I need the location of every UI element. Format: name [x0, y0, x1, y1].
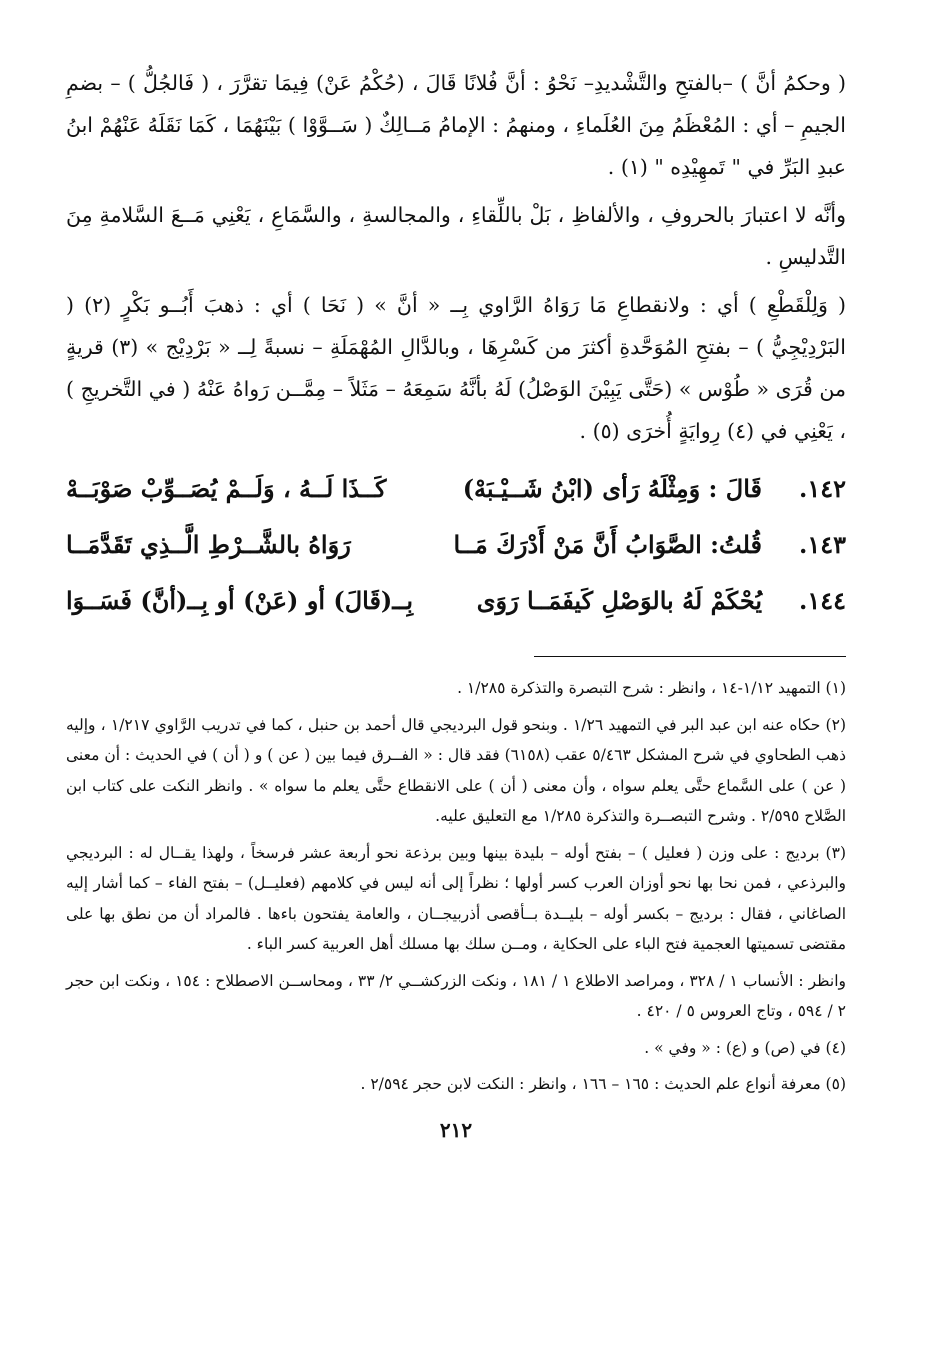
poem-verses	[66, 460, 846, 628]
verse-first-hemistich: قُلتُ: الصَّوَابُ أَنَّ مَنْ أَدْرَكَ مَــا	[453, 529, 762, 559]
paragraph: ( وحكمُ أنَّ ) –بالفتحِ والتَّشْديدِ– نَحْوُ : أنَّ فُلانًا قَالَ ، (حُكْمُ عَنْ) فِيمَا تقرَّرَ ، ( فَالجُلُّ ) – بضمِ الجيمِ – أي : المُعْظَمُ مِنَ العُلَماءِ ، ومنهمُ : الإمامُ مَــالِكٌ ( سَــوَّوْا ) بَيْنَهُمَا ، كَمَا نَقَلَهُ عَنْهُمْ ابنُ عبدِ البَرِّ في " تَمهِيْدِه " (١) .	[66, 71, 846, 179]
page-number: ٢١٢	[439, 1117, 473, 1142]
verse-number: ١٤٤.	[798, 585, 846, 615]
footnote: (١) التمهيد ١/١٢-١٤ ، وانظر : شرح التبصرة والتذكرة ١/٢٨٥ .	[457, 679, 846, 697]
verse-second-hemistich: رَوَاهُ بالشَّــرْطِ الَّــذِي تَقَدَّمَــا	[66, 529, 351, 559]
footnote-divider	[534, 656, 846, 657]
footnote: (٣) برديج : على وزن ( فعليل ) – بفتح أوله – بليدة بينها وبين برذعة نحو أربعة عشر فرسخاً ، ولهذا يقــال له : البرديجي والبرذعي ، فمن نحا بها نحو أوزان العرب كسر أولها ؛ نظراً إلى أنه ليس في كلامهم (فعليــل) – بفتح الفاء – كما أشار إليه الصاغاني ، فقال : برديج – بكسر أوله – بليــدة بــأقصى أذربيجــان ، والعامة يفتحون باءها . فالمراد أن من نطق بها على مقتضى تسميتها العجمية فتح الباء على الحكاية ، ومــن سلك بها مسلك أهل العربية كسر الباء .	[66, 843, 846, 953]
main-text	[66, 62, 846, 452]
footnote: (٤) في (ص) و (ع) : « وفي » .	[644, 1038, 846, 1057]
verse-number: ١٤٣.	[798, 529, 846, 559]
verse-line	[66, 572, 846, 628]
verse-second-hemistich: كَــذَا لَــهُ ، وَلَــمْ يُصَــوِّبْ صَوْبَــهْ	[66, 473, 387, 503]
verse-line	[66, 516, 846, 572]
verse-first-hemistich: قَالَ : وَمِثْلَهُ رَأى (ابْنُ شَــيْـبَهْ)	[462, 473, 762, 503]
footnote: (٢) حكاه عنه ابن عبد البر في التمهيد ١/٢٦ . وبنحو قول البرديجي قال أحمد بن حنبل ، كما في تدريب الرَّاوي ١/٢١٧ ، وإليه ذهب الطحاوي في شرح المشكل ٥/٤٦٣ عقب (٦١٥٨) فقد قال : « الفــرق فيما بين ( عن ) و ( أن ) في الحديث : أن معنى ( عن ) على السَّماع حتَّى يعلم سواه ، وأن معنى ( أن ) على الانقطاع حتَّى يعلم ما سواه » . وانظر النكت على كتاب ابن الصَّلاح ٢/٥٩٥ . وشرح التبصــرة والتذكرة ١/٢٨٥ مع التعليق عليه.	[66, 715, 847, 825]
footnote: (٥) معرفة أنواع علم الحديث : ١٦٥ – ١٦٦ ، وانظر : النكت لابن حجر ٢/٥٩٤ .	[360, 1075, 846, 1093]
paragraph: ( وَلِلْقَطْعِ ) أي : ولانقطاعِ مَا رَوَاهُ الرَّاوي بِــ « أنَّ » ( نَحَا ) أي : ذهبَ أَبُــو بَكْرٍ (٢) ( البَرْدِيْجِيُّ ) – بفتحِ المُوَحَّدةِ أكثرَ من كَسْرِهَا ، وبالدَّالِ المُهْمَلَةِ – نسبةً لِــ « بَرْدِيْج » (٣) قريةٍ من قُرَى « طُوْس » (حَتَّى يَبِيْنَ الوَصْلُ) لَهُ بأنَّهُ سَمِعَهُ – مَثَلاً – مِمَّــن رَواهُ عَنْهُ ( في التَّخريجِ ) ، يَعْنِي في (٤) رِوايَةٍ أُخرَى (٥) .	[66, 293, 847, 443]
paragraph: وأنَّه لا اعتبارَ بالحروفِ ، والألفاظِ ، بَلْ باللِّقاءِ ، والمجالسةِ ، والسَّمَاعِ ، يَعْنِي مَــعَ السَّلامةِ مِنَ التَّدليسِ .	[66, 203, 846, 269]
footnote: وانظر : الأنساب ١ / ٣٢٨ ، ومراصد الاطلاع ١ / ١٨١ ، ونكت الزركشــي ٢/ ٣٣ ، ومحاســن الاصطلاح : ١٥٤ ، ونكت ابن حجر ٢ / ٥٩٤ ، وتاج العروس ٥ / ٤٢٠ .	[66, 971, 846, 1020]
footnotes	[66, 673, 846, 1100]
verse-number: ١٤٢.	[798, 473, 846, 503]
verse-line	[66, 460, 846, 516]
verse-first-hemistich: يُحْكَمْ لَهُ بالوَصْلِ كَيفَمَــا رَوَى	[476, 585, 762, 615]
verse-second-hemistich: بِــ(قَالَ) أو (عَنْ) أو بِــ(أنَّ) فَسَــوَا	[66, 585, 414, 615]
